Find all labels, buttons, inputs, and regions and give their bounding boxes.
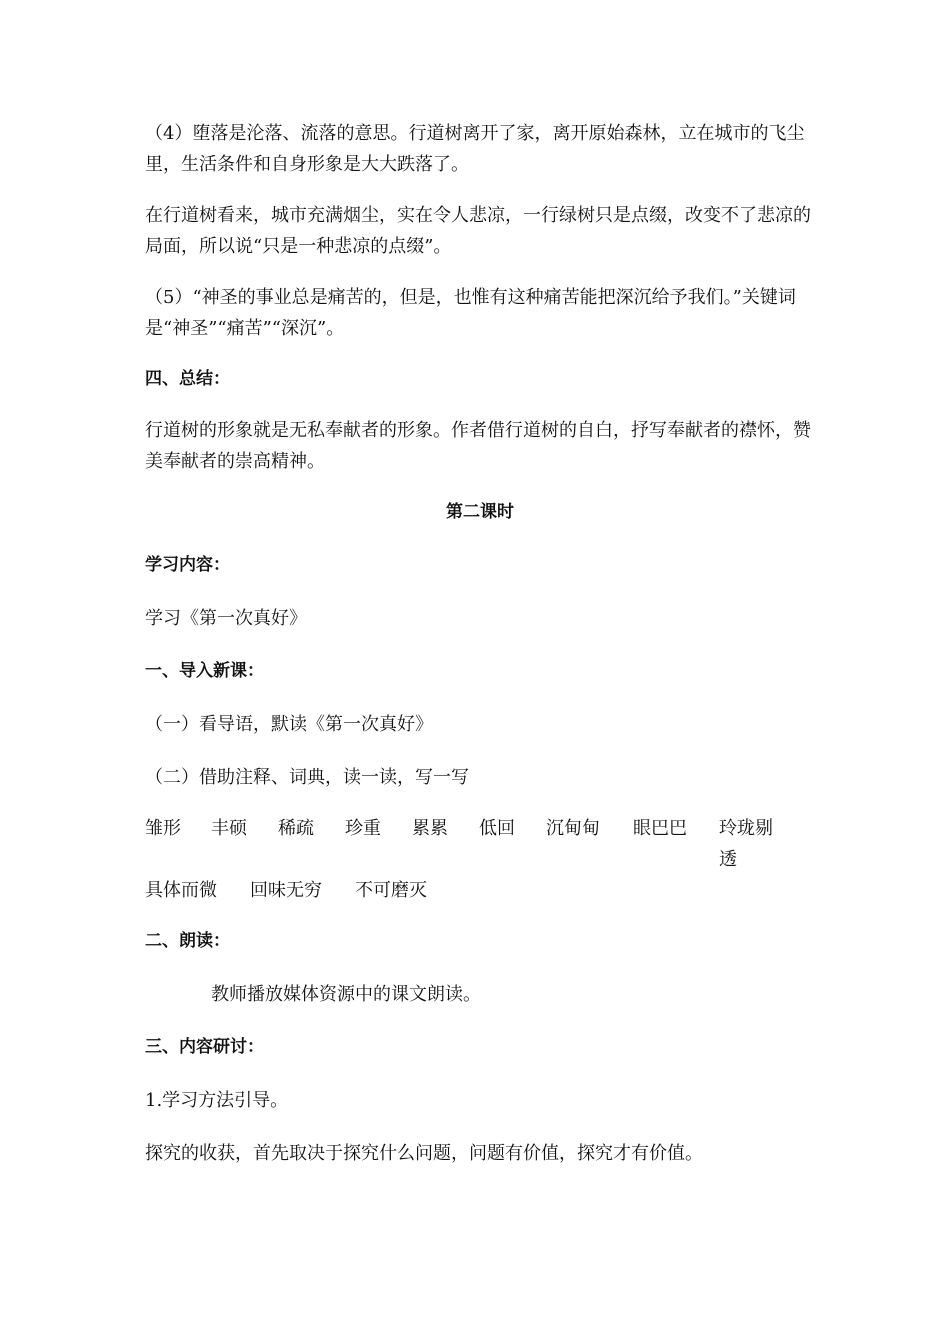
vocab-word: 不可磨灭 bbox=[355, 880, 427, 901]
vocab-word: 累累 bbox=[412, 818, 448, 839]
paragraph-exploration: 探究的收获，首先取决于探究什么问题，问题有价值，探究才有价值。 bbox=[145, 1143, 703, 1164]
paragraph-point-5: （5）“神圣的事业总是痛苦的，但是，也惟有这种痛苦能把深沉给予我们。”关键词是“神圣”“痛苦”“深沉”。 bbox=[145, 287, 796, 339]
heading-summary: 四、总结： bbox=[145, 369, 230, 389]
paragraph-reading: 教师播放媒体资源中的课文朗读。 bbox=[211, 984, 481, 1005]
vocab-word: 沉甸甸 bbox=[546, 818, 600, 839]
paragraph-point-4: （4）堕落是沦落、流落的意思。行道树离开了家，离开原始森林，立在城市的飞尘里，生活条件和自身形象是大大跌落了。 bbox=[145, 123, 805, 175]
heading-content-discussion: 三、内容研讨： bbox=[145, 1037, 264, 1057]
vocabulary-list bbox=[145, 813, 805, 906]
heading-second-lesson: 第二课时 bbox=[446, 502, 514, 522]
vocab-word: 眼巴巴 bbox=[633, 818, 687, 839]
heading-reading: 二、朗读： bbox=[145, 931, 230, 951]
paragraph-step-2: （二）借助注释、词典，读一读，写一写 bbox=[145, 767, 469, 788]
vocab-word: 回味无穷 bbox=[250, 880, 322, 901]
heading-learning-content: 学习内容： bbox=[145, 555, 230, 575]
vocab-word: 玲珑剔透 bbox=[719, 818, 773, 870]
paragraph-method-guide: 1.学习方法引导。 bbox=[145, 1090, 289, 1111]
vocab-word: 稀疏 bbox=[278, 818, 314, 839]
vocab-word: 低回 bbox=[479, 818, 515, 839]
document-body bbox=[145, 118, 815, 1169]
paragraph-step-1: （一）看导语，默读《第一次真好》 bbox=[145, 714, 433, 735]
paragraph-sad-decoration: 在行道树看来，城市充满烟尘，实在令人悲凉，一行绿树只是点缀，改变不了悲凉的局面，所以说“只是一种悲凉的点缀”。 bbox=[145, 205, 811, 257]
vocab-word: 丰硕 bbox=[211, 818, 247, 839]
paragraph-learning-content: 学习《第一次真好》 bbox=[145, 608, 307, 629]
vocab-word: 珍重 bbox=[345, 818, 381, 839]
vocab-word: 雏形 bbox=[145, 818, 181, 839]
vocab-word: 具体而微 bbox=[145, 880, 217, 901]
heading-introduction: 一、导入新课： bbox=[145, 661, 264, 681]
paragraph-summary: 行道树的形象就是无私奉献者的形象。作者借行道树的自白，抒写奉献者的襟怀，赞美奉献者的崇高精神。 bbox=[145, 420, 811, 472]
